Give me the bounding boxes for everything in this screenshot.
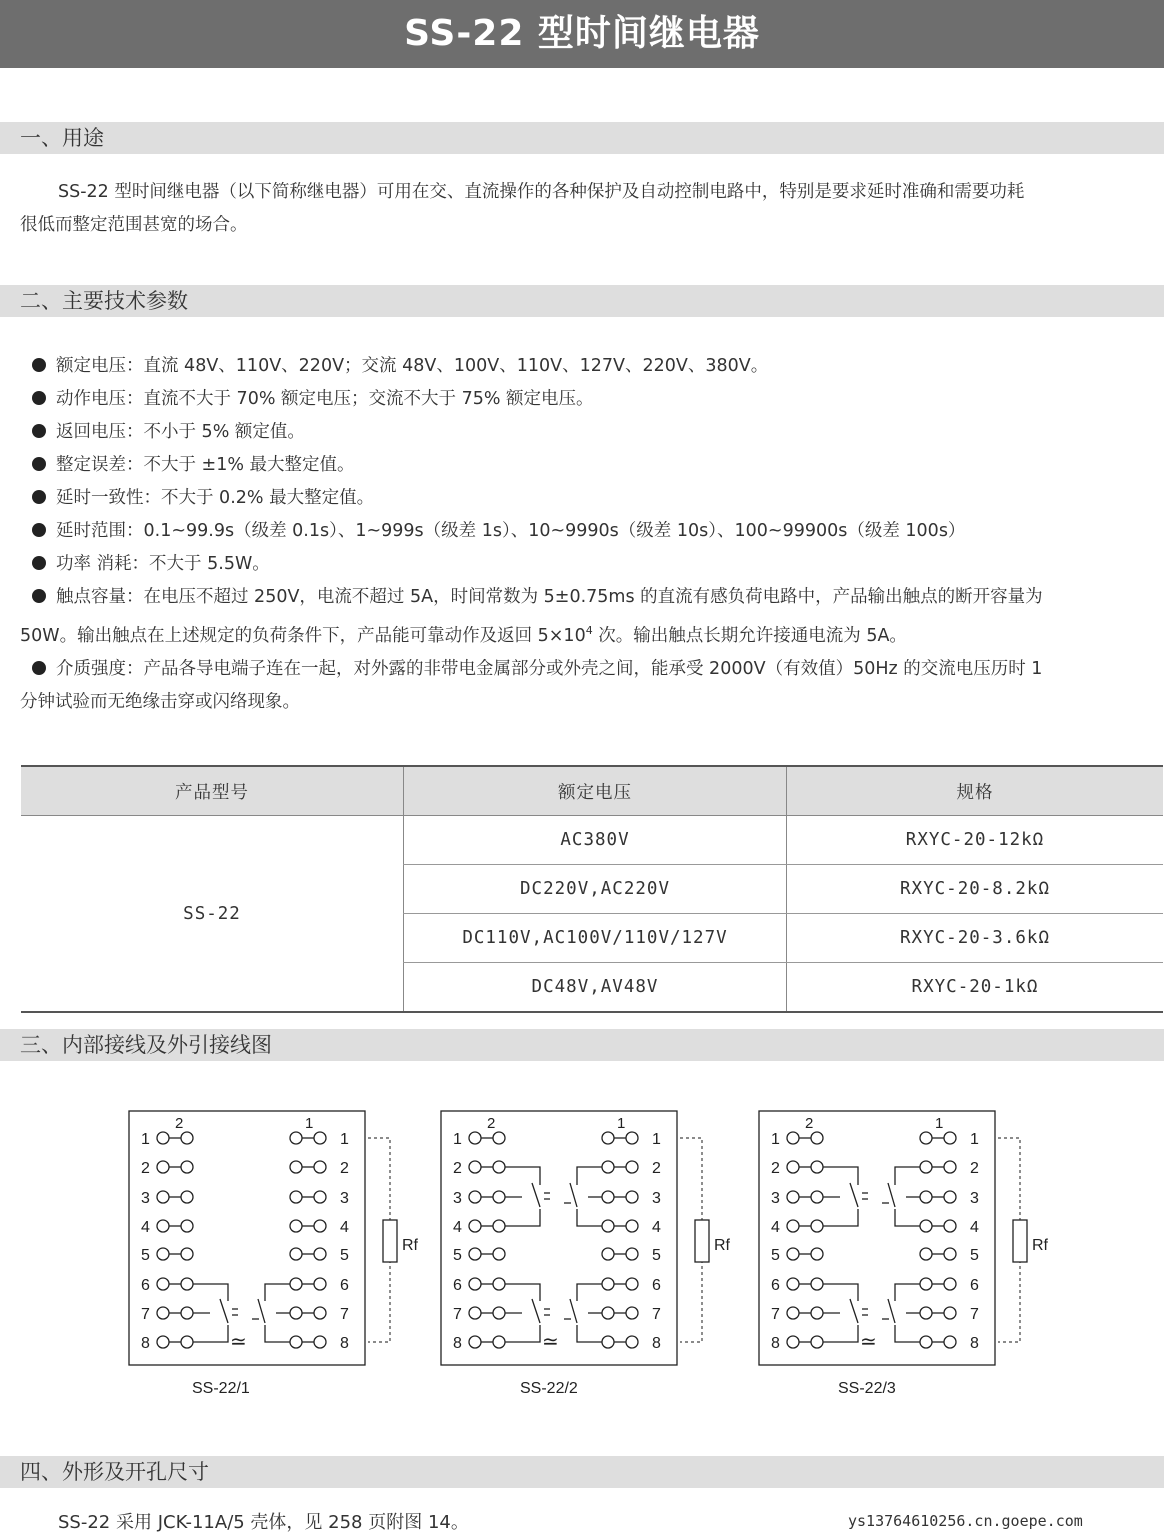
terminal-circle [787,1161,799,1173]
group-number-right: 1 [935,1115,944,1132]
diagram-label: SS-22/2 [520,1380,578,1397]
terminal-circle [493,1191,505,1203]
terminal-circle [811,1336,823,1348]
terminal-circle [181,1307,193,1319]
terminal-circle [626,1278,638,1290]
param-item-cont [20,686,1162,719]
terminal-circle [920,1278,932,1290]
contact-wire [193,1284,228,1301]
terminal-circle [290,1278,302,1290]
terminal-number: 1 [771,1131,780,1148]
contact-wire [505,1209,540,1226]
resistor-rf [383,1220,397,1262]
terminal-circle [944,1132,956,1144]
terminal-number: 7 [340,1306,349,1323]
terminal-number: 1 [453,1131,462,1148]
terminal-circle [157,1278,169,1290]
dimensions-note: SS-22 采用 JCK-11A/5 壳体，见 258 页附图 14。 [58,1512,469,1533]
param-contact-capacity-end: 次。输出触点长期允许接通电流为 5A。 [592,625,907,646]
param-contact-capacity: 触点容量：在电压不超过 250V，电流不超过 5A，时间常数为 5±0.75ms 的直流有感负荷电路中，产品输出触点的断开容量为 [56,587,1043,607]
diagram-label: SS-22/3 [838,1380,896,1397]
wiring-diagram-svg [758,1110,1058,1368]
terminal-circle [787,1336,799,1348]
terminal-number: 3 [771,1190,780,1207]
param-item [20,383,1162,416]
resistor-label: Rf [402,1237,418,1254]
terminal-circle [314,1307,326,1319]
terminal-circle [787,1278,799,1290]
terminal-number: 8 [771,1335,780,1352]
terminal-number: 4 [340,1219,349,1236]
diagram-label: SS-22/1 [192,1380,250,1397]
terminal-circle [944,1191,956,1203]
usage-text [20,176,1162,242]
contact-wire [895,1209,920,1226]
terminal-circle [157,1191,169,1203]
terminal-circle [181,1132,193,1144]
terminal-number: 1 [141,1131,150,1148]
terminal-circle [314,1336,326,1348]
bullet-icon [32,490,46,504]
bullet-icon [32,661,46,675]
contact-wire [823,1325,858,1342]
terminal-circle [944,1278,956,1290]
terminal-circle [290,1191,302,1203]
wiring-diagram-3 [758,1110,1058,1372]
spec-cell: RXYC-20-1kΩ [787,963,1164,1013]
terminal-number: 1 [652,1131,661,1148]
terminal-circle [602,1191,614,1203]
contact-wire [823,1284,858,1301]
contact-blade [570,1299,577,1323]
param-setting-error: 整定误差：不大于 ±1% 最大整定值。 [56,455,355,475]
watermark: ys13764610256.cn.goepe.com [848,1512,1083,1530]
relay-box [129,1111,365,1365]
terminal-number: 5 [970,1247,979,1264]
contact-wire [505,1284,540,1301]
terminal-circle [469,1191,481,1203]
param-delay-range: 延时范围：0.1~99.9s（级差 0.1s）、1~999s（级差 1s）、10~9990s（级差 10s）、100~99900s（级差 100s） [56,521,966,541]
terminal-circle [811,1161,823,1173]
relay-box [441,1111,677,1365]
bullet-icon [32,358,46,372]
terminal-circle [602,1278,614,1290]
contact-blade [888,1299,895,1323]
terminal-circle [181,1248,193,1260]
param-item-cont [20,614,1162,653]
terminal-circle [493,1336,505,1348]
terminal-circle [314,1161,326,1173]
terminal-number: 8 [970,1335,979,1352]
contact-blade [850,1299,858,1323]
param-item [20,515,1162,548]
terminal-circle [469,1336,481,1348]
terminal-circle [493,1161,505,1173]
terminal-circle [602,1307,614,1319]
param-dielectric-cont: 分钟试验而无绝缘击穿或闪络现象。 [20,691,300,712]
spec-cell: RXYC-20-8.2kΩ [787,865,1164,914]
terminal-number: 5 [771,1247,780,1264]
terminal-circle [290,1307,302,1319]
param-item [20,449,1162,482]
contact-wire [895,1167,920,1185]
terminal-number: 2 [771,1160,780,1177]
terminal-number: 5 [141,1247,150,1264]
terminal-circle [314,1191,326,1203]
terminal-circle [493,1248,505,1260]
terminal-number: 4 [141,1219,150,1236]
contact-wire [505,1167,540,1185]
terminal-circle [469,1307,481,1319]
group-number-left: 2 [805,1115,814,1132]
resistor-rf [1013,1220,1027,1262]
group-number-left: 2 [175,1115,184,1132]
param-item [20,416,1162,449]
terminal-number: 4 [771,1219,780,1236]
wiring-diagram-svg [440,1110,740,1368]
terminal-circle [157,1336,169,1348]
param-power: 功率 消耗：不大于 5.5W。 [56,554,270,574]
terminal-number: 2 [970,1160,979,1177]
terminal-circle [920,1191,932,1203]
contact-wire [895,1284,920,1301]
ac-symbol-icon: ≃ [860,1331,877,1353]
terminal-circle [920,1220,932,1232]
contact-blade [532,1299,540,1323]
params-list [20,350,1162,719]
contact-blade [220,1299,228,1323]
terminal-number: 4 [453,1219,462,1236]
terminal-number: 6 [141,1277,150,1294]
terminal-number: 3 [453,1190,462,1207]
param-return-voltage: 返回电压：不小于 5% 额定值。 [56,422,305,442]
usage-line-2: 很低而整定范围甚宽的场合。 [20,215,248,235]
terminal-number: 6 [340,1277,349,1294]
voltage-cell: DC48V,AV48V [404,963,787,1013]
group-number-right: 1 [617,1115,626,1132]
wiring-diagram-1 [128,1110,428,1372]
terminal-circle [920,1161,932,1173]
terminal-number: 2 [453,1160,462,1177]
relay-box [759,1111,995,1365]
terminal-circle [314,1278,326,1290]
bullet-icon [32,556,46,570]
terminal-number: 5 [652,1247,661,1264]
terminal-circle [811,1278,823,1290]
terminal-circle [157,1307,169,1319]
terminal-circle [944,1161,956,1173]
param-item [20,653,1162,686]
param-item [20,350,1162,383]
terminal-circle [787,1191,799,1203]
terminal-circle [469,1278,481,1290]
param-contact-capacity-cont: 50W。输出触点在上述规定的负荷条件下，产品能可靠动作及返回 5×10 [20,625,586,646]
terminal-number: 5 [453,1247,462,1264]
voltage-cell: DC220V,AC220V [404,865,787,914]
terminal-number: 2 [141,1160,150,1177]
terminal-circle [944,1307,956,1319]
terminal-number: 3 [340,1190,349,1207]
contact-wire [193,1325,228,1342]
param-item [20,482,1162,515]
terminal-circle [314,1220,326,1232]
terminal-circle [181,1191,193,1203]
terminal-number: 3 [652,1190,661,1207]
contact-wire [265,1325,290,1342]
terminal-circle [314,1132,326,1144]
terminal-number: 7 [771,1306,780,1323]
section-wiring-heading: 三、内部接线及外引接线图 [0,1029,1164,1061]
terminal-circle [944,1220,956,1232]
col-model-header: 产品型号 [21,766,404,816]
terminal-circle [626,1220,638,1232]
contact-wire [577,1325,602,1342]
terminal-circle [920,1248,932,1260]
contact-wire [577,1209,602,1226]
terminal-circle [787,1220,799,1232]
section-dimensions-heading: 四、外形及开孔尺寸 [0,1456,1164,1488]
terminal-number: 4 [970,1219,979,1236]
spec-cell: RXYC-20-12kΩ [787,816,1164,865]
terminal-circle [811,1307,823,1319]
terminal-circle [602,1161,614,1173]
terminal-circle [811,1132,823,1144]
contact-wire [577,1284,602,1301]
terminal-circle [469,1132,481,1144]
bullet-icon [32,457,46,471]
terminal-circle [290,1248,302,1260]
terminal-circle [181,1220,193,1232]
terminal-number: 8 [453,1335,462,1352]
param-rated-voltage: 额定电压：直流 48V、110V、220V；交流 48V、100V、110V、127V、220V、380V。 [56,356,769,376]
terminal-number: 8 [652,1335,661,1352]
terminal-circle [602,1248,614,1260]
ac-symbol-icon: ≃ [542,1331,559,1353]
usage-line-1: SS-22 型时间继电器（以下简称继电器）可用在交、直流操作的各种保护及自动控制电路中，特别是要求延时准确和需要功耗 [58,182,1025,202]
terminal-circle [920,1307,932,1319]
resistor-rf [695,1220,709,1262]
terminal-number: 4 [652,1219,661,1236]
section-usage-heading: 一、用途 [0,122,1164,154]
terminal-number: 3 [970,1190,979,1207]
terminal-circle [290,1336,302,1348]
terminal-number: 7 [970,1306,979,1323]
terminal-circle [290,1220,302,1232]
param-operate-voltage: 动作电压：直流不大于 70% 额定电压；交流不大于 75% 额定电压。 [56,389,594,409]
terminal-number: 8 [340,1335,349,1352]
terminal-circle [602,1220,614,1232]
col-spec-header: 规格 [787,766,1164,816]
contact-blade [570,1183,577,1207]
terminal-number: 3 [141,1190,150,1207]
terminal-circle [920,1336,932,1348]
terminal-circle [626,1132,638,1144]
terminal-circle [626,1336,638,1348]
terminal-number: 6 [970,1277,979,1294]
terminal-circle [787,1307,799,1319]
wiring-diagram-2 [440,1110,740,1372]
resistor-label: Rf [1032,1237,1048,1254]
col-voltage-header: 额定电压 [404,766,787,816]
voltage-cell: AC380V [404,816,787,865]
terminal-circle [157,1132,169,1144]
terminal-circle [602,1336,614,1348]
terminal-circle [920,1132,932,1144]
terminal-number: 2 [652,1160,661,1177]
terminal-number: 7 [141,1306,150,1323]
contact-wire [895,1325,920,1342]
contact-wire [823,1167,858,1185]
param-item [20,548,1162,581]
terminal-circle [157,1220,169,1232]
exponent: 4 [585,624,593,637]
terminal-circle [493,1132,505,1144]
terminal-number: 6 [453,1277,462,1294]
terminal-circle [811,1220,823,1232]
terminal-circle [944,1248,956,1260]
terminal-number: 7 [652,1306,661,1323]
ac-symbol-icon: ≃ [230,1331,247,1353]
terminal-number: 6 [652,1277,661,1294]
group-number-right: 1 [305,1115,314,1132]
terminal-circle [811,1191,823,1203]
terminal-circle [290,1132,302,1144]
wiring-diagram-svg [128,1110,428,1368]
terminal-number: 2 [340,1160,349,1177]
terminal-circle [469,1248,481,1260]
terminal-circle [314,1248,326,1260]
page-title: SS-22 型时间继电器 [0,0,1164,68]
terminal-circle [626,1248,638,1260]
contact-blade [258,1299,265,1323]
terminal-circle [626,1161,638,1173]
param-item [20,581,1162,614]
bullet-icon [32,424,46,438]
terminal-number: 8 [141,1335,150,1352]
terminal-circle [493,1307,505,1319]
terminal-number: 5 [340,1247,349,1264]
contact-wire [505,1325,540,1342]
group-number-left: 2 [487,1115,496,1132]
table-row [21,816,1163,865]
contact-wire [577,1167,602,1185]
bullet-icon [32,391,46,405]
voltage-cell: DC110V,AC100V/110V/127V [404,914,787,963]
terminal-circle [157,1248,169,1260]
terminal-circle [493,1278,505,1290]
model-cell: SS-22 [21,816,404,1013]
terminal-number: 1 [340,1131,349,1148]
param-delay-consistency: 延时一致性：不大于 0.2% 最大整定值。 [56,488,375,508]
terminal-circle [181,1161,193,1173]
bullet-icon [32,589,46,603]
terminal-circle [181,1336,193,1348]
terminal-number: 6 [771,1277,780,1294]
terminal-number: 7 [453,1306,462,1323]
contact-wire [823,1209,858,1226]
contact-blade [850,1183,858,1207]
terminal-circle [787,1132,799,1144]
param-dielectric: 介质强度：产品各导电端子连在一起，对外露的非带电金属部分或外壳之间，能承受 2000V（有效值）50Hz 的交流电压历时 1 [56,658,1043,679]
spec-cell: RXYC-20-3.6kΩ [787,914,1164,963]
terminal-circle [181,1278,193,1290]
terminal-circle [626,1307,638,1319]
terminal-circle [602,1132,614,1144]
section-params-heading: 二、主要技术参数 [0,285,1164,317]
contact-blade [888,1183,895,1207]
spec-table [21,765,1163,1013]
terminal-circle [626,1191,638,1203]
resistor-label: Rf [714,1237,730,1254]
terminal-circle [469,1220,481,1232]
terminal-circle [944,1336,956,1348]
contact-wire [265,1284,290,1301]
bullet-icon [32,523,46,537]
terminal-number: 1 [970,1131,979,1148]
terminal-circle [469,1161,481,1173]
terminal-circle [157,1161,169,1173]
terminal-circle [493,1220,505,1232]
terminal-circle [811,1248,823,1260]
terminal-circle [290,1161,302,1173]
contact-blade [532,1183,540,1207]
terminal-circle [787,1248,799,1260]
